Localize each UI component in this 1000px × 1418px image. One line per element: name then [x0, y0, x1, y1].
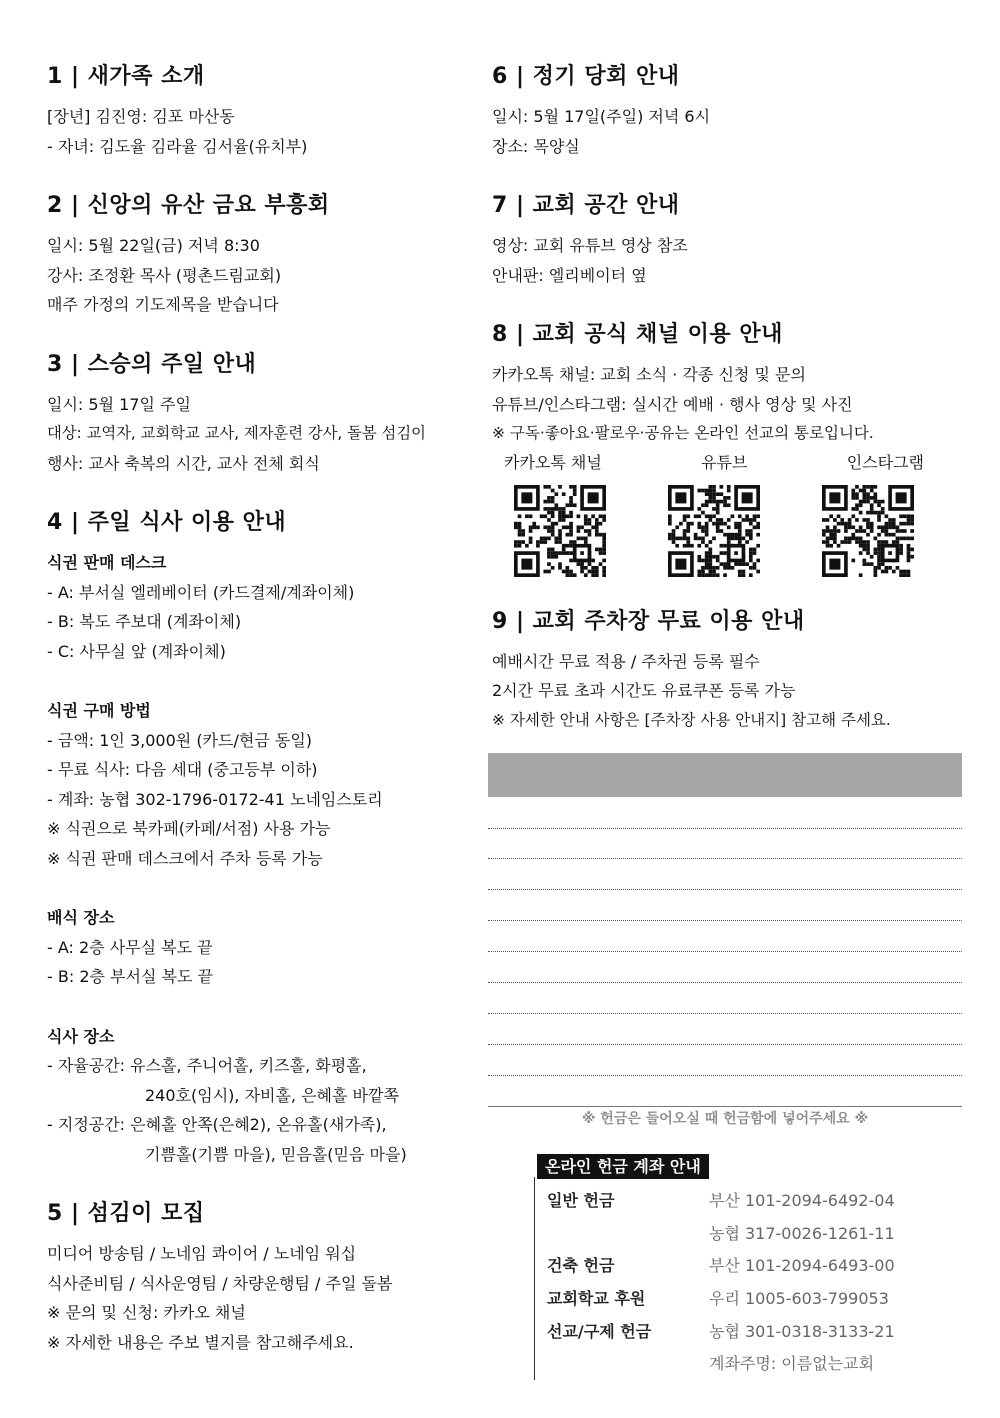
section-parking: [492, 607, 962, 736]
text-line: - 지정공간: 은혜홀 안쪽(은혜2), 온유홀(새가족),: [47, 1115, 387, 1134]
text-line: - 자율공간: 유스홀, 주니어홀, 키즈홀, 화평홀,: [47, 1056, 367, 1075]
subsection-title: 배식 장소: [47, 908, 115, 927]
text-line: 매주 가정의 기도제목을 받습니다: [47, 295, 279, 314]
section-session-meeting: [492, 62, 962, 161]
account-value: 농협 317-0026-1261-11: [709, 1224, 895, 1243]
youtube-qr-code-icon[interactable]: [668, 485, 760, 577]
text-line: - 자녀: 김도율 김라율 김서율(유치부): [47, 136, 308, 156]
text-line: 예배시간 무료 적용 / 주차권 등록 필수: [492, 651, 760, 671]
note-line[interactable]: [488, 828, 962, 829]
text-line: 일시: 5월 17일(주일) 저녁 6시: [492, 107, 711, 126]
text-line: 안내판: 엘리베이터 옆: [492, 265, 647, 285]
section-title: 4 | 주일 식사 이용 안내: [47, 510, 287, 535]
account-value: 부산 101-2094-6492-04: [709, 1191, 895, 1210]
text-line: 식사준비팀 / 식사운영팀 / 차량운행팀 / 주일 돌봄: [47, 1273, 393, 1293]
qr-label-instagram: 인스타그램: [846, 452, 924, 472]
text-line: 대상: 교역자, 교회학교 교사, 제자훈련 강사, 돌봄 섬김이: [47, 424, 426, 442]
text-line: 장소: 목양실: [492, 136, 580, 156]
note-line[interactable]: [488, 1075, 962, 1076]
text-line: 240호(임시), 자비홀, 은혜홀 바깥쪽: [145, 1085, 399, 1105]
right-column: [492, 62, 962, 765]
text-line: 유튜브/인스타그램: 실시간 예배 · 행사 영상 및 사진: [492, 394, 853, 414]
section-title: 3 | 스승의 주일 안내: [47, 351, 257, 377]
account-value: 우리 1005-603-799053: [709, 1289, 889, 1308]
text-line: - 무료 식사: 다음 세대 (중고등부 이하): [47, 760, 318, 779]
note-line[interactable]: [488, 889, 962, 890]
text-line: - C: 사무실 앞 (계좌이체): [47, 641, 226, 661]
account-row: [547, 1254, 895, 1278]
text-line: - B: 2층 부서실 복도 끝: [47, 967, 213, 986]
account-row: [547, 1287, 889, 1311]
section-official-channels: [492, 320, 962, 577]
section-title: 7 | 교회 공간 안내: [492, 193, 680, 218]
account-label: 교회학교 후원: [547, 1289, 646, 1308]
text-line: 일시: 5월 17일 주일: [47, 394, 191, 414]
account-value: 계좌주명: 이름없는교회: [709, 1354, 875, 1373]
qr-code-row: [514, 485, 914, 577]
note-line[interactable]: [488, 982, 962, 983]
text-line: [장년] 김진영: 김포 마산동: [47, 107, 235, 126]
text-line: - 금액: 1인 3,000원 (카드/현금 동일): [47, 730, 313, 750]
text-line: 2시간 무료 초과 시간도 유료쿠폰 등록 가능: [492, 681, 796, 700]
qr-labels: [504, 449, 924, 477]
account-value: 농협 301-0318-3133-21: [709, 1322, 895, 1341]
text-line: 일시: 5월 22일(금) 저녁 8:30: [47, 236, 260, 255]
text-line: - 계좌: 농협 302-1796-0172-41 노네임스토리: [47, 789, 383, 809]
account-row: [547, 1320, 895, 1344]
subsection-title: 식권 구매 방법: [47, 701, 151, 720]
text-line: 영상: 교회 유튜브 영상 참조: [492, 236, 688, 255]
section-title: 8 | 교회 공식 채널 이용 안내: [492, 322, 783, 347]
subsection-title: 식권 판매 데스크: [47, 553, 167, 572]
note-line[interactable]: [488, 920, 962, 921]
text-line: 기쁨홀(기쁨 마을), 믿음홀(믿음 마을): [145, 1144, 407, 1164]
note-line[interactable]: [488, 951, 962, 952]
accounts-divider: [534, 1177, 535, 1380]
account-row: [547, 1222, 895, 1246]
note-line[interactable]: [488, 1044, 962, 1045]
kakao-qr-code-icon[interactable]: [514, 485, 606, 577]
instagram-qr-code-icon[interactable]: [822, 485, 914, 577]
text-line: 행사: 교사 축복의 시간, 교사 전체 회식: [47, 453, 320, 473]
text-line: - A: 부서실 엘레베이터 (카드결제/계좌이체): [47, 582, 355, 602]
text-line: 카카오톡 채널: 교회 소식 · 각종 신청 및 문의: [492, 365, 806, 384]
text-line: 강사: 조정환 목사 (평촌드림교회): [47, 265, 282, 285]
section-title: 9 | 교회 주차장 무료 이용 안내: [492, 608, 805, 634]
text-line: ※ 문의 및 신청: 카카오 채널: [47, 1303, 246, 1322]
account-label: 일반 헌금: [547, 1191, 615, 1210]
account-label: 건축 헌금: [547, 1256, 615, 1275]
note-line[interactable]: [488, 1013, 962, 1014]
section-church-space: [492, 191, 962, 290]
section-title: 5 | 섬김이 모집: [47, 1201, 205, 1226]
text-line: ※ 자세한 안내 사항은 [주차장 사용 안내지] 참고해 주세요.: [492, 710, 891, 729]
section-teachers-day: [47, 350, 477, 479]
section-title: 2 | 신앙의 유산 금요 부흥회: [47, 193, 330, 218]
account-row: [547, 1189, 895, 1213]
account-label: 선교/구제 헌금: [547, 1322, 652, 1341]
note-line[interactable]: [488, 858, 962, 859]
text-line: ※ 식권으로 북카페(카페/서점) 사용 가능: [47, 819, 331, 838]
section-title: 1 | 새가족 소개: [47, 64, 205, 89]
text-line: - B: 복도 주보대 (계좌이체): [47, 612, 242, 631]
account-value: 부산 101-2094-6493-00: [709, 1256, 895, 1275]
section-volunteers: [47, 1199, 477, 1357]
section-title: 6 | 정기 당회 안내: [492, 64, 680, 89]
text-line: ※ 구독·좋아요·팔로우·공유는 온라인 선교의 통로입니다.: [492, 424, 874, 442]
section-meal: [47, 508, 477, 1169]
qr-label-youtube: 유튜브: [701, 452, 748, 472]
subsection-title: 식사 장소: [47, 1026, 115, 1046]
qr-label-kakao: 카카오톡 채널: [504, 452, 602, 472]
section-new-family: [47, 62, 477, 161]
text-line: ※ 식권 판매 데스크에서 주차 등록 가능: [47, 848, 323, 868]
text-line: ※ 자세한 내용은 주보 별지를 참고해주세요.: [47, 1332, 354, 1352]
left-column: [47, 62, 477, 1387]
divider: [488, 1106, 962, 1107]
account-row: [547, 1352, 874, 1376]
notes-header-bar: [488, 753, 962, 797]
accounts-title: 온라인 헌금 계좌 안내: [537, 1154, 709, 1179]
section-revival: [47, 191, 477, 320]
text-line: - A: 2층 사무실 복도 끝: [47, 937, 213, 957]
text-line: 미디어 방송팀 / 노네임 콰이어 / 노네임 워십: [47, 1244, 357, 1263]
offering-note: ※ 헌금은 들어오실 때 헌금함에 넣어주세요 ※: [581, 1111, 869, 1127]
